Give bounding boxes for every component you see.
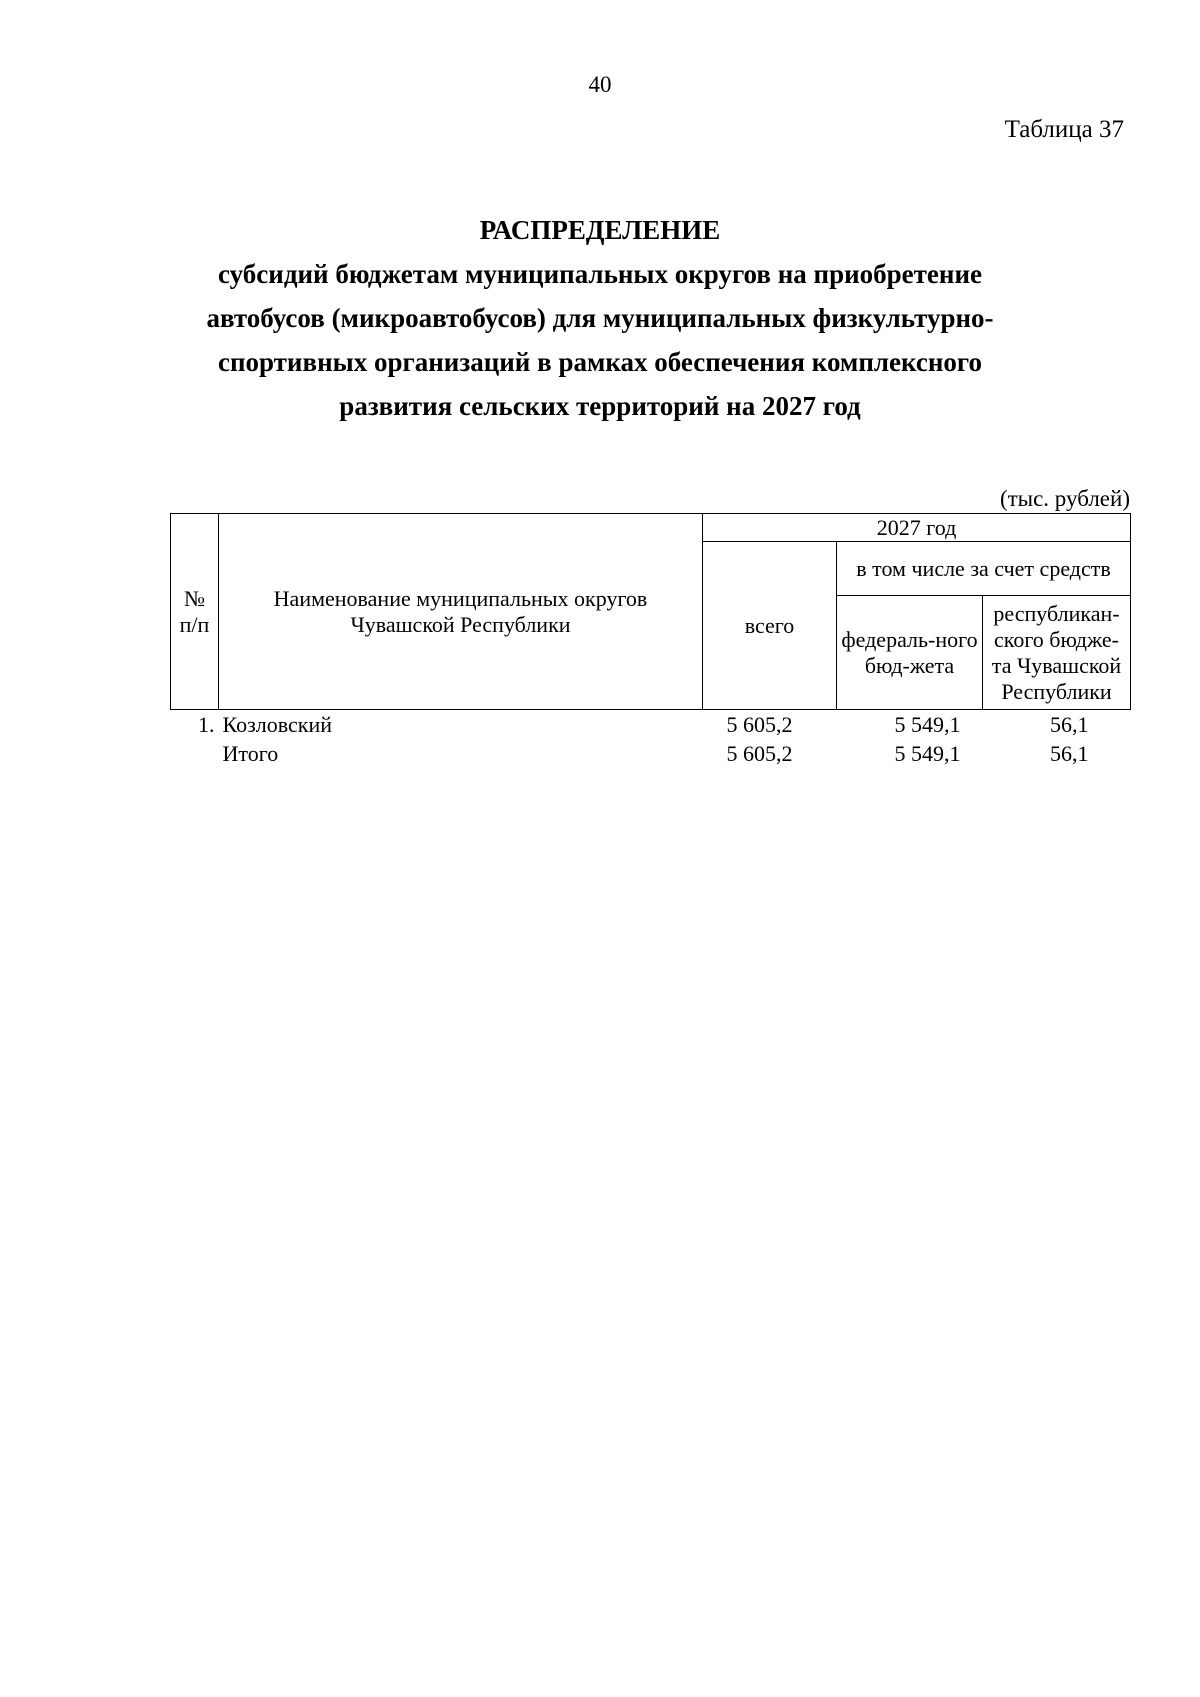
row-num: 1.: [198, 712, 215, 737]
header-year: 2027 год: [703, 514, 1131, 542]
row-republic: 56,1: [1050, 741, 1089, 766]
header-total: всего: [703, 542, 837, 710]
row-name: Итого: [222, 741, 279, 766]
units-label: (тыс. рублей): [999, 486, 1130, 511]
row-federal: 5 549,1: [894, 712, 961, 737]
heading-line-1: субсидий бюджетам муниципальных округов на приобретение: [218, 259, 982, 289]
table-label: Таблица 37: [1004, 116, 1124, 143]
heading-line-4: развития сельских территорий на 2027 год: [339, 391, 861, 421]
table-row-total: [171, 739, 1131, 768]
row-total: 5 605,2: [726, 741, 793, 766]
heading-title: РАСПРЕДЕЛЕНИЕ: [479, 215, 721, 245]
header-name: Наименование муниципальных округов Чувашской Республики: [219, 514, 703, 710]
header-row-1: [171, 514, 1131, 542]
table-row: [171, 710, 1131, 740]
row-name: Козловский: [222, 712, 333, 737]
header-federal: федераль-ного бюд-жета: [837, 596, 983, 710]
page-number: 40: [588, 72, 612, 97]
row-republic: 56,1: [1050, 712, 1089, 737]
subsidy-table: [170, 513, 1131, 768]
document-heading: [0, 208, 1200, 428]
heading-line-2: автобусов (микроавтобусов) для муниципальных физкультурно-: [206, 303, 994, 333]
heading-line-3: спортивных организаций в рамках обеспечения комплексного: [217, 347, 983, 377]
row-total: 5 605,2: [726, 712, 793, 737]
header-including: в том числе за счет средств: [837, 542, 1131, 596]
header-num: № п/п: [171, 514, 219, 710]
row-federal: 5 549,1: [894, 741, 961, 766]
header-republic: республикан-ского бюдже-та Чувашской Республики: [983, 596, 1131, 710]
row-num: [171, 739, 219, 768]
